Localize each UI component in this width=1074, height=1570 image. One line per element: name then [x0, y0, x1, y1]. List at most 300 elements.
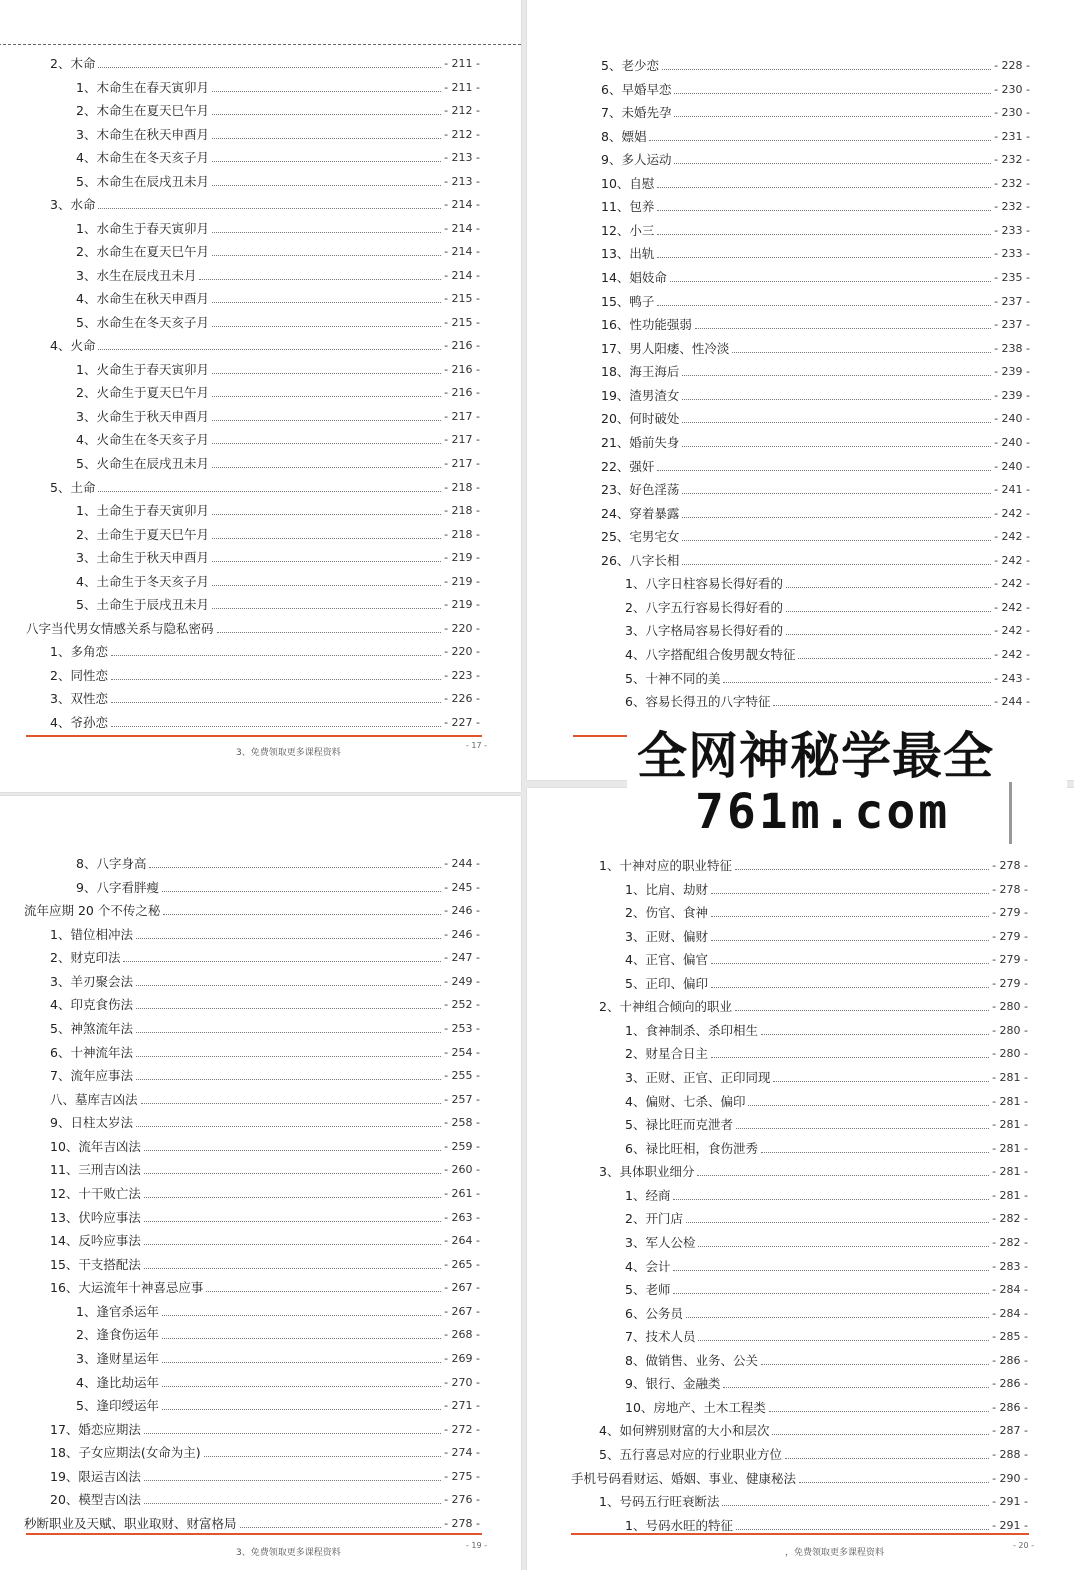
toc-entry-label: 12、小三	[601, 222, 655, 238]
toc-entry-label: 3、双性恋	[50, 691, 108, 707]
toc-entry-page: - 240 -	[994, 412, 1030, 426]
toc-entry-page: - 232 -	[994, 200, 1030, 214]
toc-entry[interactable]	[601, 549, 1030, 569]
toc-entry[interactable]	[76, 452, 480, 472]
page-number: - 19 -	[466, 1541, 488, 1550]
toc-entry[interactable]	[625, 690, 1030, 710]
dot-leader	[144, 1480, 441, 1481]
toc-entry-label: 2、木命	[50, 56, 96, 71]
toc-entry-page: - 255 -	[444, 1069, 480, 1083]
page-number: - 17 -	[466, 741, 488, 750]
toc-entry-page: - 242 -	[994, 577, 1030, 591]
toc-entry[interactable]	[601, 101, 1030, 121]
toc-entry-label: 7、流年应事法	[50, 1068, 133, 1084]
toc-entry-label: 6、十神流年法	[50, 1044, 133, 1060]
toc-entry-label: 19、限运吉凶法	[50, 1468, 141, 1484]
toc-entry-page: - 243 -	[994, 671, 1030, 685]
toc-entry[interactable]	[625, 972, 1028, 992]
watermark-url: 761m.com	[695, 784, 951, 840]
toc-entry[interactable]	[76, 1347, 480, 1367]
toc-entry-page: - 215 -	[444, 315, 480, 329]
toc-entry[interactable]	[76, 311, 480, 331]
toc-entry[interactable]	[625, 1207, 1028, 1227]
toc-entry-page: - 232 -	[994, 176, 1030, 190]
toc-entry[interactable]	[76, 287, 480, 307]
toc-entry-label: 6、早婚早恋	[601, 81, 672, 97]
toc-entry[interactable]	[50, 1253, 480, 1273]
toc-entry-page: - 216 -	[444, 386, 480, 400]
dot-leader	[162, 891, 441, 892]
toc-entry-page: - 290 -	[992, 1471, 1028, 1485]
toc-entry-label: 1、木命生在春天寅卯月	[76, 79, 209, 95]
toc-entry[interactable]	[625, 667, 1030, 687]
toc-entry[interactable]	[76, 523, 480, 543]
toc-entry-label: 1、多角恋	[50, 644, 108, 660]
dot-leader	[711, 1057, 989, 1058]
toc-entry[interactable]	[601, 384, 1030, 404]
toc-entry[interactable]	[601, 360, 1030, 380]
toc-entry[interactable]	[50, 1182, 480, 1202]
toc-entry[interactable]	[601, 54, 1030, 74]
toc-entry-page: - 245 -	[444, 880, 480, 894]
watermark-title: 全网神秘学最全	[637, 727, 994, 785]
dot-leader	[111, 679, 441, 680]
toc-entry-label: 5、水命生在冬天亥子月	[76, 314, 209, 330]
dot-leader	[240, 1527, 442, 1528]
toc-entry-label: 5、五行喜忌对应的行业职业方位	[599, 1447, 782, 1462]
dot-leader	[98, 349, 441, 350]
toc-entry[interactable]	[76, 876, 480, 896]
toc-entry-label: 5、木命生在辰戌丑未月	[76, 173, 209, 189]
toc-entry-page: - 213 -	[444, 151, 480, 165]
toc-entry[interactable]	[625, 1325, 1028, 1345]
toc-entry-label: 21、婚前失身	[601, 434, 680, 450]
dot-leader	[212, 255, 441, 256]
toc-entry[interactable]	[601, 242, 1030, 262]
toc-entry-page: - 261 -	[444, 1186, 480, 1200]
dot-leader	[657, 187, 991, 188]
toc-entry[interactable]	[601, 525, 1030, 545]
toc-entry-label: 6、公务员	[625, 1305, 683, 1321]
toc-entry[interactable]	[50, 946, 480, 966]
toc-entry-label: 4、偏财、七杀、偏印	[625, 1093, 746, 1109]
toc-entry[interactable]	[599, 1419, 1028, 1439]
toc-entry-label: 26、八字长相	[601, 552, 680, 568]
toc-entry[interactable]	[50, 476, 480, 496]
toc-entry[interactable]	[76, 428, 480, 448]
toc-entry-page: - 223 -	[444, 668, 480, 682]
toc-entry[interactable]	[601, 313, 1030, 333]
toc-entry[interactable]	[625, 1184, 1028, 1204]
toc-entry[interactable]	[76, 123, 480, 143]
toc-entry[interactable]	[76, 358, 480, 378]
toc-entry[interactable]	[601, 148, 1030, 168]
toc-entry[interactable]	[50, 993, 480, 1013]
toc-entry[interactable]	[50, 1064, 480, 1084]
toc-entry-page: - 230 -	[994, 82, 1030, 96]
toc-entry[interactable]	[625, 878, 1028, 898]
toc-entry-page: - 242 -	[994, 553, 1030, 567]
toc-entry-label: 4、水命生在秋天申酉月	[76, 291, 209, 307]
toc-entry[interactable]	[625, 1396, 1028, 1416]
toc-entry-label: 3、水命	[50, 197, 96, 213]
toc-entry-page: - 233 -	[994, 223, 1030, 237]
toc-entry-page: - 280 -	[992, 1047, 1028, 1061]
toc-page-17	[0, 0, 521, 792]
dot-leader	[673, 1293, 989, 1294]
dot-leader	[748, 1105, 989, 1106]
dot-leader	[761, 1152, 989, 1153]
toc-entry[interactable]	[50, 1418, 480, 1438]
toc-entry-label: 1、经商	[625, 1187, 671, 1203]
toc-entry-page: - 242 -	[994, 648, 1030, 661]
toc-entry[interactable]	[625, 1278, 1028, 1298]
toc-entry[interactable]	[50, 1088, 480, 1108]
toc-entry[interactable]	[599, 1490, 1028, 1510]
toc-entry[interactable]	[76, 240, 480, 260]
dot-leader	[136, 985, 441, 986]
dot-leader	[785, 1458, 989, 1459]
dot-leader	[761, 1034, 989, 1035]
toc-entry[interactable]	[50, 640, 480, 660]
toc-entry[interactable]	[76, 264, 480, 284]
dot-leader	[144, 1244, 441, 1245]
dot-leader	[657, 234, 991, 235]
dot-leader	[144, 1221, 441, 1222]
toc-entry-page: - 286 -	[992, 1400, 1028, 1414]
toc-entry-label: 3、八字格局容易长得好看的	[625, 623, 783, 639]
toc-entry[interactable]	[601, 195, 1030, 215]
dot-leader	[682, 399, 991, 400]
toc-entry[interactable]	[76, 405, 480, 425]
toc-entry-label: 6、禄比旺相，食伤泄秀	[625, 1140, 758, 1156]
toc-entry-label: 4、火命生在冬天亥子月	[76, 432, 209, 448]
toc-entry-page: - 280 -	[992, 1023, 1028, 1037]
toc-entry[interactable]	[76, 546, 480, 566]
toc-entry[interactable]	[50, 1041, 480, 1061]
toc-entry[interactable]	[76, 170, 480, 190]
toc-entry-label: 4、逢比劫运年	[76, 1374, 159, 1390]
dot-leader	[711, 987, 989, 988]
dot-leader	[799, 1482, 989, 1483]
toc-entry[interactable]	[76, 499, 480, 519]
dot-leader	[786, 634, 991, 635]
toc-entry[interactable]	[601, 172, 1030, 192]
toc-entry[interactable]	[50, 1488, 480, 1508]
toc-entry[interactable]	[50, 1465, 480, 1485]
dot-leader	[722, 1505, 989, 1506]
toc-entry[interactable]	[50, 1017, 480, 1037]
dot-leader	[711, 940, 989, 941]
toc-entry[interactable]	[50, 193, 480, 213]
toc-entry[interactable]	[24, 1512, 480, 1532]
dot-leader	[111, 655, 441, 656]
toc-entry[interactable]	[625, 948, 1028, 968]
dot-leader	[212, 561, 441, 562]
dot-leader	[670, 281, 991, 282]
toc-entry[interactable]	[599, 854, 1028, 874]
toc-entry-label: 3、水生在辰戌丑未月	[76, 267, 197, 283]
dot-leader	[144, 1173, 441, 1174]
toc-entry[interactable]	[76, 852, 480, 872]
toc-entry[interactable]	[601, 219, 1030, 239]
toc-entry-page: - 212 -	[444, 104, 480, 118]
toc-entry-label: 3、木命生在秋天申酉月	[76, 126, 209, 142]
toc-entry-page: - 268 -	[444, 1328, 480, 1342]
toc-entry-label: 4、火命	[50, 338, 96, 354]
footer-rule	[573, 735, 633, 737]
toc-entry-page: - 217 -	[444, 433, 480, 447]
dot-leader	[674, 116, 991, 117]
toc-entry-page: - 227 -	[444, 715, 480, 729]
toc-entry-label: 1、十神对应的职业特征	[599, 858, 732, 873]
toc-entry-page: - 239 -	[994, 388, 1030, 402]
toc-entry-page: - 241 -	[994, 483, 1030, 497]
toc-entry[interactable]	[625, 1042, 1028, 1062]
toc-entry[interactable]	[50, 1158, 480, 1178]
toc-entry[interactable]	[50, 970, 480, 990]
dot-leader	[136, 1056, 441, 1057]
dot-leader	[711, 963, 989, 964]
dot-leader	[772, 1434, 989, 1435]
toc-entry[interactable]	[24, 899, 480, 919]
toc-entry-page: - 272 -	[444, 1422, 480, 1436]
toc-entry-label: 4、木命生在冬天亥子月	[76, 150, 209, 166]
toc-entry[interactable]	[601, 266, 1030, 286]
toc-entry[interactable]	[601, 407, 1030, 427]
toc-entry-label: 3、羊刃聚会法	[50, 973, 133, 989]
toc-entry[interactable]	[625, 925, 1028, 945]
toc-entry[interactable]	[625, 1113, 1028, 1133]
toc-entry[interactable]	[601, 125, 1030, 145]
toc-entry-page: - 267 -	[444, 1304, 480, 1318]
dot-leader	[682, 517, 991, 518]
toc-entry-page: - 254 -	[444, 1045, 480, 1059]
dot-leader	[773, 1081, 989, 1082]
toc-entry-page: - 291 -	[992, 1495, 1028, 1509]
toc-entry-page: - 219 -	[444, 574, 480, 588]
toc-entry-label: 5、正印、偏印	[625, 975, 708, 991]
dashed-frame	[0, 0, 521, 45]
toc-entry-label: 19、渣男渣女	[601, 387, 680, 403]
toc-entry[interactable]	[76, 1394, 480, 1414]
toc-entry-page: - 270 -	[444, 1375, 480, 1389]
toc-entry[interactable]	[625, 1090, 1028, 1110]
toc-entry[interactable]	[625, 1255, 1028, 1275]
toc-entry[interactable]	[50, 1206, 480, 1226]
toc-entry-page: - 226 -	[444, 692, 480, 706]
toc-entry[interactable]	[50, 687, 480, 707]
toc-entry[interactable]	[601, 455, 1030, 475]
dot-leader	[212, 443, 441, 444]
toc-entry[interactable]	[625, 1302, 1028, 1322]
toc-entry[interactable]	[50, 664, 480, 684]
toc-entry[interactable]	[76, 76, 480, 96]
toc-entry[interactable]	[50, 711, 480, 731]
dot-leader	[162, 1338, 441, 1339]
dot-leader	[206, 1291, 441, 1292]
toc-entry-page: - 242 -	[994, 506, 1030, 520]
dot-leader	[212, 373, 441, 374]
toc-entry-label: 24、穿着暴露	[601, 505, 680, 521]
toc-entry-label: 1、水命生于春天寅卯月	[76, 220, 209, 236]
toc-entry-page: - 252 -	[444, 998, 480, 1012]
toc-page-18	[527, 0, 1074, 780]
toc-entry-page: - 246 -	[444, 904, 480, 918]
toc-entry-label: 1、号码五行旺衰断法	[599, 1494, 720, 1510]
toc-entry-page: - 282 -	[992, 1235, 1028, 1249]
toc-entry[interactable]	[625, 1066, 1028, 1086]
toc-entry[interactable]	[76, 217, 480, 237]
toc-entry-label: 2、土命生于夏天巳午月	[76, 526, 209, 542]
toc-entry-page: - 242 -	[994, 600, 1030, 614]
toc-entry[interactable]	[26, 617, 480, 637]
dot-leader	[163, 914, 441, 915]
toc-entry-label: 1、土命生于春天寅卯月	[76, 503, 209, 519]
dot-leader	[111, 702, 441, 703]
toc-entry-page: - 214 -	[444, 221, 480, 235]
toc-entry[interactable]	[599, 1160, 1028, 1180]
toc-entry[interactable]	[625, 596, 1030, 616]
toc-entry-label: 4、正官、偏官	[625, 952, 708, 968]
toc-entry[interactable]	[50, 52, 480, 72]
toc-entry[interactable]	[601, 478, 1030, 498]
toc-entry[interactable]	[76, 1371, 480, 1391]
dot-leader	[162, 1315, 441, 1316]
toc-entry[interactable]	[76, 1300, 480, 1320]
toc-entry-label: 18、子女应期法(女命为主)	[50, 1445, 201, 1461]
toc-entry-label: 15、鸭子	[601, 293, 655, 309]
toc-entry[interactable]	[50, 1441, 480, 1461]
toc-entry[interactable]	[599, 995, 1028, 1015]
toc-entry[interactable]	[50, 1276, 480, 1296]
toc-entry[interactable]	[625, 1514, 1028, 1534]
toc-entry-label: 17、婚恋应期法	[50, 1421, 141, 1437]
toc-entry-page: - 219 -	[444, 598, 480, 612]
toc-page-20	[527, 788, 1074, 1570]
toc-entry-label: 八字当代男女情感关系与隐私密码	[26, 620, 214, 636]
toc-entry-label: 3、土命生于秋天申酉月	[76, 550, 209, 566]
toc-entry-page: - 240 -	[994, 459, 1030, 473]
footer-rule	[26, 1533, 482, 1535]
toc-entry-page: - 267 -	[444, 1281, 480, 1295]
dot-leader	[673, 1270, 989, 1271]
footer-rule	[571, 1533, 1029, 1535]
dot-leader	[144, 1503, 441, 1504]
dot-leader	[212, 608, 441, 609]
dot-leader	[735, 869, 989, 870]
toc-entry-label: 2、财星合日主	[625, 1046, 708, 1062]
toc-entry-page: - 258 -	[444, 1116, 480, 1130]
toc-entry[interactable]	[50, 1111, 480, 1131]
toc-entry-label: 9、多人运动	[601, 152, 672, 168]
toc-entry[interactable]	[625, 1231, 1028, 1251]
dot-leader	[144, 1268, 441, 1269]
toc-entry-page: - 237 -	[994, 294, 1030, 308]
page-footer: ，免费领取更多课程资料	[785, 1548, 885, 1558]
toc-entry-page: - 220 -	[444, 645, 480, 659]
toc-entry-label: 25、宅男宅女	[601, 529, 680, 545]
toc-entry[interactable]	[76, 570, 480, 590]
dot-leader	[686, 1317, 989, 1318]
toc-entry[interactable]	[601, 290, 1030, 310]
toc-entry[interactable]	[76, 381, 480, 401]
toc-entry[interactable]	[625, 1372, 1028, 1392]
toc-entry[interactable]	[625, 572, 1030, 592]
toc-entry-label: 22、强奸	[601, 458, 655, 474]
toc-entry-page: - 281 -	[992, 1118, 1028, 1132]
dot-leader	[212, 585, 441, 586]
toc-entry-page: - 217 -	[444, 457, 480, 470]
toc-entry[interactable]	[599, 1443, 1028, 1463]
toc-entry[interactable]	[76, 1323, 480, 1343]
dot-leader	[786, 611, 991, 612]
toc-entry-page: - 219 -	[444, 551, 480, 565]
toc-entry-page: - 276 -	[444, 1493, 480, 1507]
toc-entry[interactable]	[625, 1349, 1028, 1369]
toc-entry-page: - 211 -	[444, 57, 480, 70]
toc-entry[interactable]	[601, 337, 1030, 357]
toc-entry-page: - 281 -	[992, 1188, 1028, 1202]
toc-entry[interactable]	[50, 1135, 480, 1155]
toc-entry[interactable]	[76, 593, 480, 613]
toc-entry-page: - 286 -	[992, 1377, 1028, 1391]
dot-leader	[212, 91, 441, 92]
toc-entry[interactable]	[50, 334, 480, 354]
toc-entry[interactable]	[625, 901, 1028, 921]
toc-entry-label: 1、比肩、劫财	[625, 881, 708, 897]
dot-leader	[212, 161, 441, 162]
toc-entry-page: - 242 -	[994, 530, 1030, 544]
dot-leader	[735, 1010, 989, 1011]
dot-leader	[217, 632, 442, 633]
dot-leader	[144, 1433, 441, 1434]
toc-entry[interactable]	[571, 1467, 1028, 1487]
toc-entry-page: - 286 -	[992, 1353, 1028, 1367]
dot-leader	[212, 514, 441, 515]
toc-entry[interactable]	[601, 502, 1030, 522]
toc-entry-label: 5、逢印绶运年	[76, 1398, 159, 1414]
toc-entry-label: 16、性功能强弱	[601, 317, 692, 333]
toc-entry[interactable]	[76, 146, 480, 166]
toc-entry-label: 2、同性恋	[50, 667, 108, 683]
dot-leader	[769, 1411, 989, 1412]
toc-entry-page: - 284 -	[992, 1306, 1028, 1320]
dot-leader	[141, 1103, 442, 1104]
toc-entry[interactable]	[50, 1229, 480, 1249]
toc-entry[interactable]	[601, 78, 1030, 98]
toc-entry-label: 3、具体职业细分	[599, 1164, 695, 1180]
dot-leader	[657, 210, 991, 211]
toc-entry[interactable]	[625, 1137, 1028, 1157]
toc-entry[interactable]	[76, 99, 480, 119]
dot-leader	[723, 682, 991, 683]
toc-entry[interactable]	[625, 619, 1030, 639]
toc-entry[interactable]	[50, 923, 480, 943]
toc-entry-label: 4、会计	[625, 1258, 671, 1274]
toc-entry[interactable]	[625, 1019, 1028, 1039]
dot-leader	[711, 916, 989, 917]
toc-entry-label: 9、八字看胖瘦	[76, 879, 159, 895]
dot-leader	[98, 491, 441, 492]
toc-entry[interactable]	[601, 431, 1030, 451]
toc-entry[interactable]	[625, 643, 1030, 663]
toc-page-19	[0, 796, 521, 1570]
toc-entry-label: 2、开门店	[625, 1211, 683, 1227]
toc-entry-label: 8、嫖娼	[601, 128, 647, 144]
toc-entry-label: 18、海王海后	[601, 364, 680, 380]
dot-leader	[136, 1008, 441, 1009]
